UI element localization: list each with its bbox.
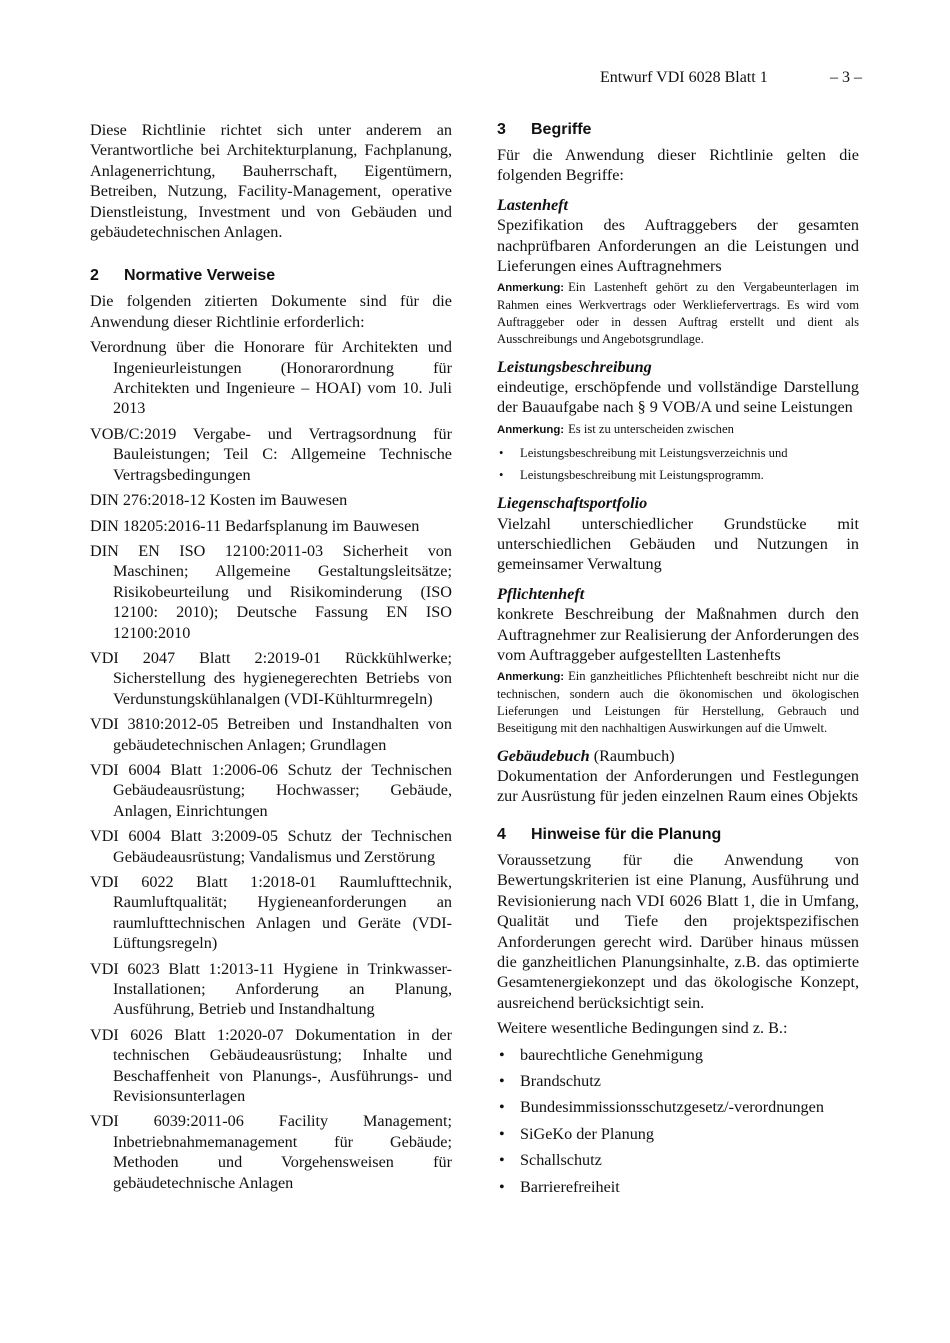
- term-suffix: (Raumbuch): [593, 746, 675, 765]
- note-text: Ein ganzheitliches Pflichtenheft beschreibt nicht nur die technischen, sondern auch die ökonomischen und ökologischen Lieferungen und Leistungen für Herstellung, Gebrauch und Beseitigung mit den nachhaltigen Auswirkungen auf die Umwelt.: [497, 669, 859, 735]
- list-item-text: baurechtliche Genehmigung: [520, 1045, 703, 1064]
- list-item: [497, 445, 859, 462]
- reference-item: DIN EN ISO 12100:2011-03 Sicherheit von Maschinen; Allgemeine Gestaltungsleitsätze; Risikobeurteilung und Risikominderung (ISO 12100: 2010); Deutsche Fassung EN ISO 12100:2010: [90, 541, 452, 642]
- note-text: Ein Lastenheft gehört zu den Vergabeunterlagen im Rahmen eines Werkvertrags oder Werkliefervertrags. Es wird vom Auftraggeber oder in dessen Auftrag erstellt und dient als Ausschreibungs und Angebotsgrundlage.: [497, 280, 859, 346]
- bullet-icon: •: [499, 1071, 505, 1090]
- term-leistungsbeschreibung: Leistungsbeschreibung: [497, 357, 652, 376]
- definition: Spezifikation des Auftraggebers der gesamten nachprüfbaren Anforderungen an die Leistungen und Lieferungen eines Auftragnehmers: [497, 216, 859, 276]
- term-liegenschaftsportfolio: Liegenschaftsportfolio: [497, 494, 648, 513]
- list-item: [497, 1071, 859, 1091]
- bullet-icon: •: [499, 1045, 505, 1064]
- document-id: Entwurf VDI 6028 Blatt 1: [600, 69, 768, 86]
- bullet-icon: •: [499, 1151, 505, 1170]
- reference-item: DIN 276:2018-12 Kosten im Bauwesen: [90, 491, 348, 510]
- term-pflichtenheft: Pflichtenheft: [497, 584, 585, 603]
- list-item-text: Leistungsbeschreibung mit Leistungsprogramm.: [520, 468, 764, 483]
- note: [497, 279, 859, 347]
- section-number: 4: [497, 825, 506, 843]
- section-2-heading: [90, 266, 452, 286]
- reference-item: VDI 6026 Blatt 1:2020-07 Dokumentation in der technischen Gebäudeausrüstung; Inhalte und Beschaffenheit von Planungs-, Ausführungs- und Revisionsunterlagen: [90, 1025, 452, 1106]
- term-lastenheft: Lastenheft: [497, 195, 569, 214]
- definition: Dokumentation der Anforderungen und Festlegungen zur Ausrüstung für jeden einzelnen Raum eines Objekts: [497, 767, 859, 806]
- section-title: Normative Verweise: [124, 267, 276, 285]
- page-header: [600, 68, 862, 88]
- section-3-heading: [497, 120, 859, 140]
- section-4-conditions-intro: Weitere wesentliche Bedingungen sind z. B.:: [497, 1019, 788, 1038]
- reference-item: VDI 6004 Blatt 1:2006-06 Schutz der Technischen Gebäudeausrüstung; Hochwasser; Gebäude, Anlagen, Einrichtungen: [90, 760, 452, 820]
- note-label: Anmerkung:: [497, 423, 565, 436]
- page-number: – 3 –: [830, 69, 862, 86]
- reference-item: VDI 6023 Blatt 1:2013-11 Hygiene in Trinkwasser-Installationen; Anforderung an Planung, Ausführung, Betrieb und Instandhaltung: [90, 959, 452, 1019]
- list-item-text: SiGeKo der Planung: [520, 1124, 654, 1143]
- bullet-icon: •: [499, 1177, 505, 1196]
- note: [497, 421, 859, 439]
- bullet-icon: •: [499, 1098, 505, 1117]
- list-item-text: Bundesimmissionsschutzgesetz/-verordnungen: [520, 1098, 824, 1117]
- conditions-list: [497, 1045, 859, 1197]
- list-item: [497, 1045, 859, 1065]
- reference-item: VDI 6039:2011-06 Facility Management; Inbetriebnahmemanagement für Gebäude; Methoden und Vorgehensweisen für gebäudetechnische Anlagen: [90, 1112, 452, 1192]
- left-column: [90, 120, 452, 1198]
- definition: konkrete Beschreibung der Maßnahmen durch den Auftragnehmer zur Realisierung der Anforderungen des vom Auftraggeber aufgestellten Lastenhefts: [497, 605, 859, 665]
- section-title: Begriffe: [531, 121, 592, 138]
- list-item: [497, 467, 859, 484]
- note-text: Es ist zu unterscheiden zwischen: [568, 421, 734, 436]
- list-item-text: Brandschutz: [520, 1071, 601, 1090]
- list-item-text: Schallschutz: [520, 1151, 602, 1170]
- right-column: [497, 120, 859, 1197]
- list-item-text: Barrierefreiheit: [520, 1177, 620, 1196]
- note: [497, 668, 859, 736]
- list-item: [497, 1097, 859, 1117]
- reference-item: VDI 6004 Blatt 3:2009-05 Schutz der Technischen Gebäudeausrüstung; Vandalismus und Zerstörung: [90, 827, 452, 866]
- reference-item: VDI 2047 Blatt 2:2019-01 Rückkühlwerke; Sicherstellung des hygienegerechten Betriebs von Verdunstungskühlanalgen (VDI-Kühlturmregeln): [90, 648, 452, 708]
- definition: Vielzahl unterschiedlicher Grundstücke mit unterschiedlichen Gebäuden und Nutzungen in gemeinsamer Verwaltung: [497, 514, 859, 574]
- list-item-text: Leistungsbeschreibung mit Leistungsverzeichnis und: [520, 445, 788, 460]
- section-2-intro: Die folgenden zitierten Dokumente sind für die Anwendung dieser Richtlinie erforderlich:: [90, 292, 452, 331]
- note-label: Anmerkung:: [497, 282, 565, 295]
- list-item: [497, 1177, 859, 1197]
- list-item: [497, 1150, 859, 1170]
- section-4-paragraph: Voraussetzung für die Anwendung von Bewertungskriterien ist eine Planung, Ausführung und Revisionierung nach VDI 6026 Blatt 1, die in Umfang, Qualität und Tiefe den projektspezifischen Anforderungen gerecht wird. Darüber hinaus müssen die ganzheitlichen Planungsinhalte, z.B. das optimierte Gesamtenergiekonzept und das ökologische Konzept, ausreichend berücksichtigt sein.: [497, 850, 859, 1012]
- section-4-heading: [497, 825, 859, 845]
- bullet-icon: •: [499, 468, 504, 483]
- reference-item: Verordnung über die Honorare für Architekten und Ingenieurleistungen (Honorarordnung für Architekten und Ingenieure – HOAI) vom 10. Juli 2013: [90, 338, 452, 418]
- section-title: Hinweise für die Planung: [531, 825, 722, 843]
- section-3-intro: Für die Anwendung dieser Richtlinie gelten die folgenden Begriffe:: [497, 146, 859, 185]
- reference-item: VDI 3810:2012-05 Betreiben und Instandhalten von gebäudetechnischen Anlagen; Grundlagen: [90, 715, 452, 754]
- term-text: Gebäudebuch: [497, 746, 590, 765]
- reference-item: VOB/C:2019 Vergabe- und Vertragsordnung für Bauleistungen; Teil C: Allgemeine Technische Vertragsbedingungen: [90, 424, 452, 484]
- bullet-icon: •: [499, 445, 504, 460]
- definition: eindeutige, erschöpfende und vollständige Darstellung der Bauaufgabe nach § 9 VOB/A und seine Leistungen: [497, 378, 859, 417]
- section-number: 3: [497, 121, 506, 138]
- normative-references-list: [90, 337, 452, 1193]
- intro-paragraph: Diese Richtlinie richtet sich unter anderem an Verantwortliche bei Architekturplanung, Fachplanung, Anlagenerrichtung, Bauherrschaft, Eigentümern, Betreiben, Nutzung, Facility-Management, operative Dienstleistung, Investment und von Gebäuden und gebäudetechnischen Anlagen.: [90, 121, 452, 242]
- note-label: Anmerkung:: [497, 671, 565, 684]
- list-item: [497, 1124, 859, 1144]
- reference-item: VDI 6022 Blatt 1:2018-01 Raumlufttechnik, Raumluftqualität; Hygieneanforderungen an raumlufttechnischen Anlagen und Geräte (VDI-Lüftungsregeln): [90, 873, 452, 953]
- bullet-icon: •: [499, 1124, 505, 1143]
- note-bullet-list: [497, 445, 859, 485]
- reference-item: DIN 18205:2016-11 Bedarfsplanung im Bauwesen: [90, 516, 420, 535]
- section-number: 2: [90, 267, 99, 285]
- term-gebaeudebuch: [497, 746, 859, 766]
